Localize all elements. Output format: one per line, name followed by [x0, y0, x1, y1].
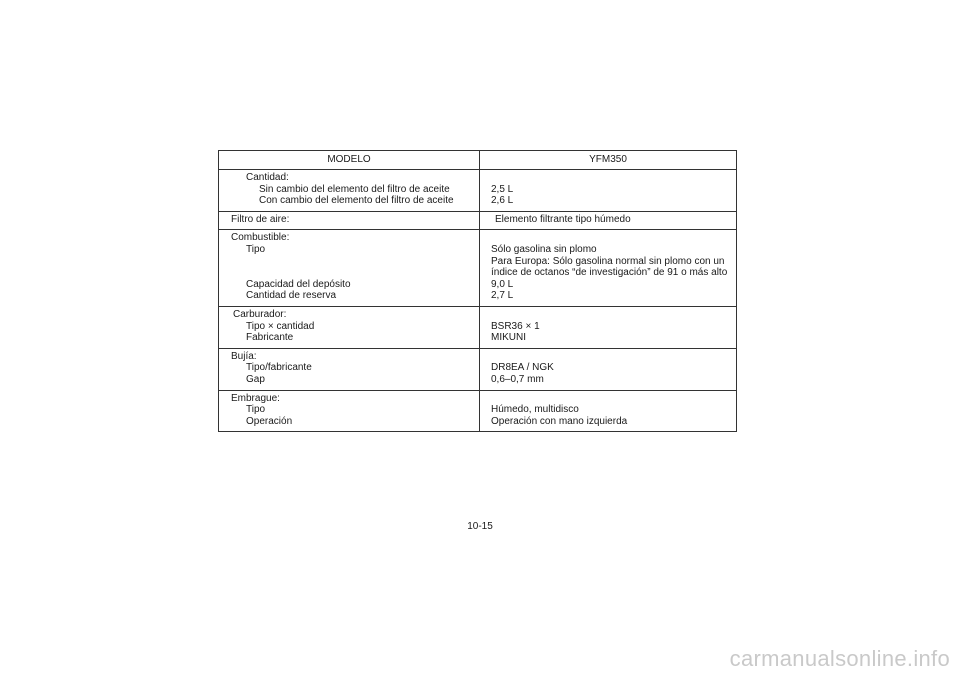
table-row [219, 390, 737, 432]
row-label-line: Filtro de aire: [231, 213, 290, 225]
row-value-line: 0,6–0,7 mm [491, 373, 544, 385]
table-row [219, 230, 737, 307]
row-label-line: Fabricante [246, 332, 294, 344]
row-value-cell [480, 306, 737, 348]
row-value-cell [480, 170, 737, 212]
row-label-line: Carburador: [233, 308, 287, 320]
spec-table [218, 150, 737, 432]
row-value-line: Operación con mano izquierda [491, 415, 628, 427]
row-label-line: Capacidad del depósito [246, 278, 351, 290]
row-label-line: Tipo [246, 404, 266, 416]
row-label-cell [219, 170, 480, 212]
row-label-line: Con cambio del elemento del filtro de aceite [259, 195, 454, 207]
row-value-line: Para Europa: Sólo gasolina normal sin plomo con un [491, 255, 725, 267]
row-label-cell [219, 390, 480, 432]
page-number: 10-15 [467, 521, 493, 532]
row-value-line: índice de octanos “de investigación” de 91 o más alto [491, 267, 728, 279]
row-value-line [480, 393, 730, 405]
row-value-cell [480, 390, 737, 432]
row-label-line: Sin cambio del elemento del filtro de aceite [259, 183, 450, 195]
row-value-line: BSR36 × 1 [491, 320, 540, 332]
row-value-line: Sólo gasolina sin plomo [491, 243, 597, 255]
row-value-line: 2,5 L [491, 183, 514, 195]
row-label-line: Embrague: [231, 392, 280, 404]
row-value-line: Elemento filtrante tipo húmedo [495, 213, 631, 225]
row-value-cell [480, 230, 737, 307]
row-label-cell [219, 348, 480, 390]
watermark: carmanualsonline.info [729, 646, 950, 671]
row-label-line: Tipo [246, 243, 266, 255]
row-value-line [480, 351, 730, 363]
row-value-line: MIKUNI [491, 332, 526, 344]
row-label-line: Operación [246, 415, 293, 427]
row-label-line: Bujía: [231, 350, 257, 362]
header-model: MODELO [219, 151, 480, 170]
row-value-cell [480, 211, 737, 230]
row-label-cell [219, 211, 480, 230]
row-label-cell [219, 306, 480, 348]
row-label-line [219, 267, 473, 279]
row-label-line: Tipo/fabricante [246, 362, 312, 374]
table-row [219, 211, 737, 230]
row-value-line [480, 172, 730, 184]
row-label-line: Cantidad: [246, 172, 289, 183]
row-value-line: Húmedo, multidisco [491, 404, 579, 416]
row-label-line: Cantidad de reserva [246, 290, 337, 302]
row-value-line: 2,7 L [491, 290, 514, 302]
row-label-line: Gap [246, 373, 265, 385]
row-label-line: Tipo × cantidad [246, 320, 315, 332]
table-header-row [219, 151, 737, 170]
row-label-line [219, 256, 473, 268]
row-value-line [480, 309, 730, 321]
table-row [219, 306, 737, 348]
row-label-line: Combustible: [231, 232, 290, 244]
row-value-line: DR8EA / NGK [491, 362, 554, 374]
table-row [219, 348, 737, 390]
row-value-line: 2,6 L [491, 195, 514, 207]
row-value-cell [480, 348, 737, 390]
row-value-line [480, 232, 730, 244]
row-value-line: 9,0 L [491, 278, 514, 290]
row-label-cell [219, 230, 480, 307]
table-row [219, 170, 737, 212]
header-model-value: YFM350 [480, 151, 737, 170]
